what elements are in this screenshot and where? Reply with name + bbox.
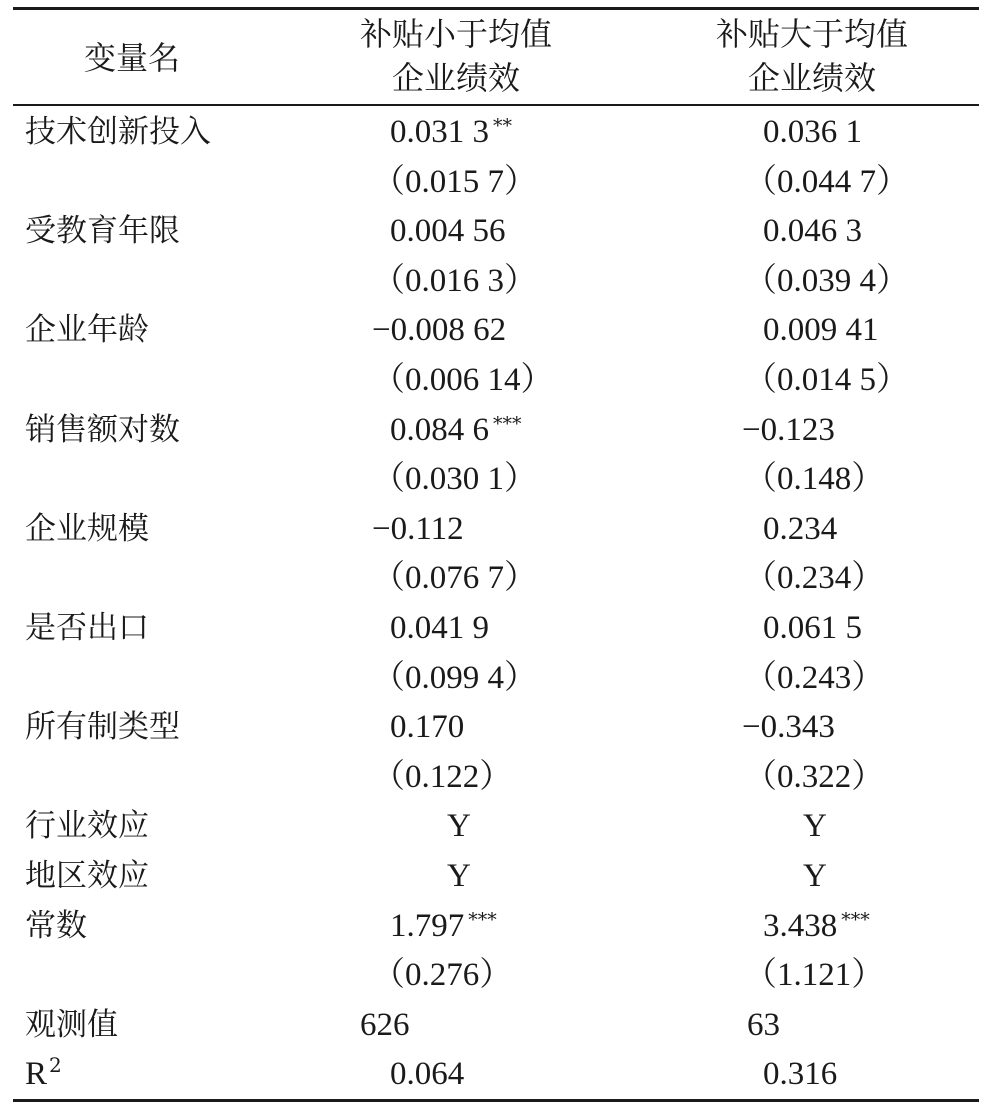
cell-above-mean	[744, 459, 884, 499]
row-label-text: R	[25, 1056, 48, 1093]
row-label-text: 行业效应	[25, 808, 149, 845]
significance-stars: ***	[468, 908, 497, 931]
cell-value: （0.044 7）	[744, 163, 909, 200]
cell-below-mean	[372, 658, 537, 698]
cell-below-mean	[372, 509, 464, 549]
cell-value: 0.041 9	[390, 610, 489, 646]
cell-below-mean	[360, 1005, 410, 1045]
table-row	[0, 206, 992, 256]
cell-above-mean	[744, 558, 884, 598]
header-rule	[13, 104, 979, 106]
row-label	[25, 707, 180, 747]
cell-value: （0.099 4）	[372, 659, 537, 696]
row-label-text: 企业年龄	[25, 312, 149, 349]
row-label-text: 是否出口	[25, 610, 149, 646]
row-label-text: 销售额对数	[25, 411, 180, 448]
cell-above-mean	[763, 906, 870, 950]
cell-below-mean	[372, 360, 554, 400]
header-col1-line1: 补贴小于均值	[360, 15, 553, 53]
cell-value: 0.234	[763, 510, 838, 547]
cell-value: 0.084 6	[390, 411, 489, 448]
top-rule	[13, 7, 979, 10]
cell-value: 0.061 5	[763, 610, 862, 646]
cell-above-mean	[763, 112, 862, 152]
cell-above-mean	[744, 360, 909, 400]
cell-below-mean	[372, 955, 512, 995]
cell-above-mean	[744, 162, 909, 202]
row-label-text: 所有制类型	[25, 709, 180, 746]
row-label	[25, 1054, 62, 1097]
row-label	[25, 806, 149, 846]
row-label	[25, 112, 211, 152]
header-col2-line1: 补贴大于均值	[716, 15, 909, 53]
cell-value: （0.234）	[744, 560, 885, 597]
cell-value: （0.122）	[372, 758, 513, 795]
cell-below-mean	[372, 757, 512, 797]
cell-value: Y	[803, 858, 827, 894]
cell-below-mean	[390, 112, 512, 156]
cell-value: 0.316	[763, 1056, 838, 1093]
row-label	[25, 1005, 118, 1045]
cell-below-mean	[390, 906, 497, 950]
cell-value: （0.015 7）	[372, 163, 537, 200]
cell-above-mean	[763, 608, 862, 648]
cell-above-mean	[763, 509, 837, 549]
cell-value: 0.170	[390, 709, 465, 746]
cell-value: 63	[747, 1006, 780, 1043]
cell-above-mean	[742, 707, 835, 747]
row-label-text: 企业规模	[25, 510, 149, 547]
cell-below-mean	[447, 806, 471, 846]
cell-value: 1.797	[390, 907, 465, 944]
table-row	[0, 107, 992, 157]
cell-value: −0.112	[372, 510, 464, 547]
cell-above-mean	[744, 757, 884, 797]
cell-value: 0.046 3	[763, 213, 862, 250]
cell-value: 0.004 56	[390, 213, 506, 250]
row-label	[25, 906, 87, 946]
cell-value: （0.076 7）	[372, 560, 537, 597]
cell-below-mean	[390, 1054, 464, 1094]
table-row	[0, 752, 992, 802]
superscript: 2	[49, 1053, 62, 1078]
table-row	[0, 553, 992, 603]
cell-value: 3.438	[763, 907, 838, 944]
cell-below-mean	[372, 310, 506, 350]
table-row	[0, 1049, 992, 1099]
significance-stars: **	[493, 115, 512, 137]
cell-below-mean	[372, 162, 537, 202]
bottom-rule	[13, 1099, 979, 1102]
cell-value: （0.322）	[744, 758, 885, 795]
table-row	[0, 950, 992, 1000]
row-label-text: 地区效应	[25, 858, 149, 894]
table-row	[0, 256, 992, 306]
cell-above-mean	[744, 261, 909, 301]
cell-above-mean	[744, 955, 884, 995]
row-label-text: 常数	[25, 907, 87, 944]
row-label	[25, 856, 149, 896]
cell-value: （0.243）	[744, 659, 885, 696]
cell-below-mean	[390, 211, 506, 251]
cell-value: （0.148）	[744, 461, 885, 498]
cell-above-mean	[742, 410, 835, 450]
table-row	[0, 901, 992, 951]
cell-value: Y	[447, 858, 471, 894]
row-label	[25, 211, 180, 251]
cell-value: （1.121）	[744, 957, 885, 994]
table-row	[0, 801, 992, 851]
table-row	[0, 851, 992, 901]
significance-stars: ***	[493, 412, 522, 435]
cell-above-mean	[803, 806, 827, 846]
table-row	[0, 157, 992, 207]
cell-value: 626	[360, 1006, 410, 1043]
table-row	[0, 454, 992, 504]
cell-value: Y	[447, 808, 471, 845]
header-col1-line2: 企业绩效	[392, 59, 521, 97]
table-row	[0, 504, 992, 554]
cell-above-mean	[803, 856, 827, 896]
row-label-text: 观测值	[25, 1006, 118, 1043]
cell-value: −0.123	[742, 411, 835, 448]
cell-value: 0.064	[390, 1056, 465, 1093]
cell-value: 0.031 3	[390, 114, 489, 150]
row-label	[25, 608, 149, 648]
cell-value: （0.014 5）	[744, 362, 909, 398]
cell-above-mean	[744, 658, 884, 698]
cell-below-mean	[372, 459, 537, 499]
header-variable-name: 变量名	[84, 39, 181, 77]
table-row	[0, 405, 992, 455]
cell-below-mean	[390, 707, 464, 747]
cell-value: （0.030 1）	[372, 461, 537, 498]
cell-value: （0.016 3）	[372, 262, 537, 299]
row-label-text: 受教育年限	[25, 213, 180, 250]
table-row	[0, 1000, 992, 1050]
cell-below-mean	[390, 608, 489, 648]
cell-value: （0.039 4）	[744, 262, 909, 299]
cell-below-mean	[372, 261, 537, 301]
cell-above-mean	[763, 211, 862, 251]
cell-value: （0.276）	[372, 957, 513, 994]
table-row	[0, 603, 992, 653]
cell-above-mean	[747, 1005, 780, 1045]
cell-value: 0.036 1	[763, 114, 862, 150]
row-label	[25, 310, 149, 350]
header-col2-line2: 企业绩效	[748, 59, 877, 97]
cell-value: −0.008 62	[372, 312, 507, 349]
row-label	[25, 410, 180, 450]
table-row	[0, 305, 992, 355]
cell-below-mean	[447, 856, 471, 896]
row-label-text: 技术创新投入	[25, 114, 211, 150]
cell-above-mean	[763, 310, 879, 350]
table-row	[0, 653, 992, 703]
cell-value: 0.009 41	[763, 312, 879, 349]
row-label	[25, 509, 149, 549]
table-row	[0, 355, 992, 405]
cell-below-mean	[372, 558, 537, 598]
cell-above-mean	[763, 1054, 837, 1094]
cell-value: （0.006 14）	[372, 362, 554, 398]
cell-below-mean	[390, 410, 522, 454]
cell-value: −0.343	[742, 709, 835, 746]
table-row	[0, 702, 992, 752]
significance-stars: ***	[841, 908, 870, 931]
cell-value: Y	[803, 808, 827, 845]
